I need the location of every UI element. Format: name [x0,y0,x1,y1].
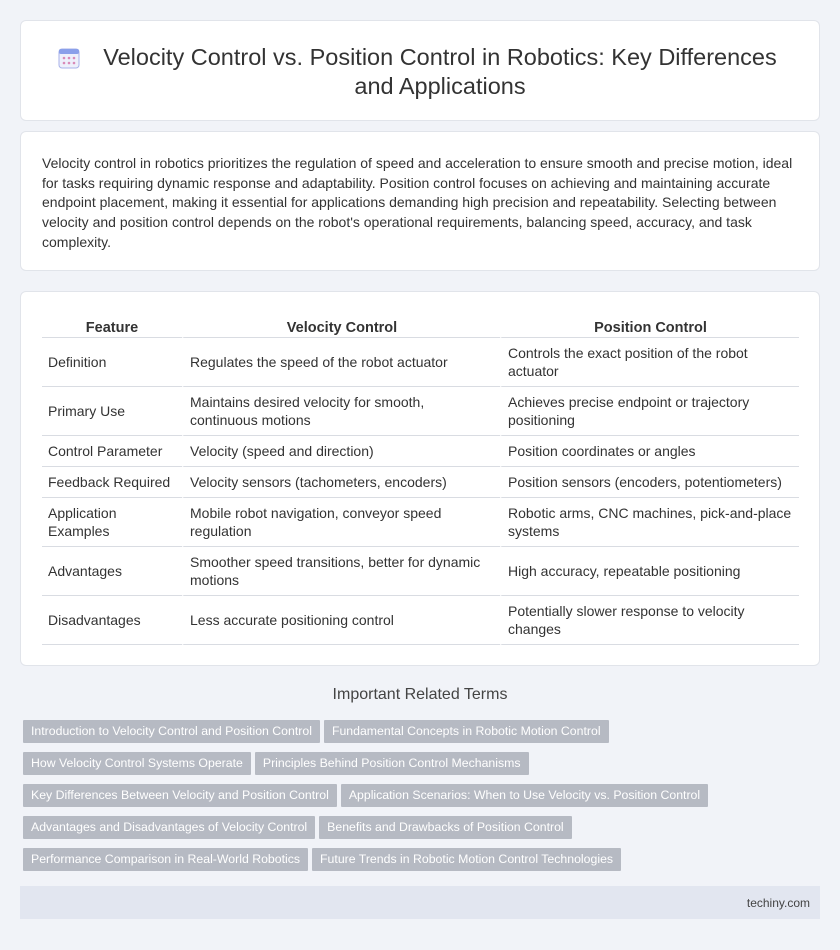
related-term-tag[interactable]: Future Trends in Robotic Motion Control Technologies [312,848,621,871]
related-terms-list [23,720,813,880]
table-row [42,498,799,547]
table-row [42,387,799,436]
footer [20,886,820,919]
feature-cell: Application Examples [42,498,182,547]
position-cell: Achieves precise endpoint or trajectory positioning [500,387,799,436]
feature-cell: Feedback Required [42,467,182,498]
table-row [42,547,799,596]
velocity-cell: Regulates the speed of the robot actuator [182,338,500,387]
feature-cell: Control Parameter [42,436,182,467]
intro-paragraph: Velocity control in robotics prioritizes the regulation of speed and acceleration to ensure smooth and precise motion, ideal for tasks requiring dynamic response and adaptability. Position control focuses on achieving and maintaining accurate endpoint placement, making it essential for applications demanding high precision and repeatability. Selecting between velocity and position control depends on the robot's operational requirements, balancing speed, accuracy, and task complexity. [42,155,793,250]
position-cell: Controls the exact position of the robot actuator [500,338,799,387]
page-title: Velocity Control vs. Position Control in Robotics: Key Differences and Applications [103,44,777,99]
header-velocity-control: Velocity Control [182,314,500,338]
header-position-control: Position Control [500,314,799,338]
velocity-cell: Maintains desired velocity for smooth, continuous motions [182,387,500,436]
velocity-cell: Velocity sensors (tachometers, encoders) [182,467,500,498]
position-cell: Robotic arms, CNC machines, pick-and-place systems [500,498,799,547]
title-card [20,20,820,121]
feature-cell: Disadvantages [42,596,182,645]
related-term-tag[interactable]: Key Differences Between Velocity and Position Control [23,784,337,807]
related-term-tag[interactable]: How Velocity Control Systems Operate [23,752,251,775]
feature-cell: Primary Use [42,387,182,436]
position-cell: Position coordinates or angles [500,436,799,467]
related-term-tag[interactable]: Benefits and Drawbacks of Position Control [319,816,572,839]
table-header-row [42,314,799,338]
related-term-tag[interactable]: Performance Comparison in Real-World Robotics [23,848,308,871]
table-row [42,467,799,498]
footer-site-link[interactable]: techiny.com [746,896,810,910]
velocity-cell: Mobile robot navigation, conveyor speed regulation [182,498,500,547]
velocity-cell: Smoother speed transitions, better for dynamic motions [182,547,500,596]
position-cell: High accuracy, repeatable positioning [500,547,799,596]
position-cell: Position sensors (encoders, potentiometers) [500,467,799,498]
velocity-cell: Velocity (speed and direction) [182,436,500,467]
related-term-tag[interactable]: Application Scenarios: When to Use Velocity vs. Position Control [341,784,708,807]
intro-card [20,131,820,271]
feature-cell: Definition [42,338,182,387]
position-cell: Potentially slower response to velocity changes [500,596,799,645]
header-feature: Feature [42,314,182,338]
table-row [42,436,799,467]
velocity-cell: Less accurate positioning control [182,596,500,645]
comparison-table [42,314,799,645]
table-row [42,338,799,387]
related-term-tag[interactable]: Advantages and Disadvantages of Velocity Control [23,816,315,839]
related-terms-heading: Important Related Terms [332,686,508,703]
comparison-card [20,291,820,666]
table-row [42,596,799,645]
related-term-tag[interactable]: Principles Behind Position Control Mechanisms [255,752,529,775]
related-term-tag[interactable]: Introduction to Velocity Control and Position Control [23,720,320,743]
related-term-tag[interactable]: Fundamental Concepts in Robotic Motion Control [324,720,609,743]
feature-cell: Advantages [42,547,182,596]
